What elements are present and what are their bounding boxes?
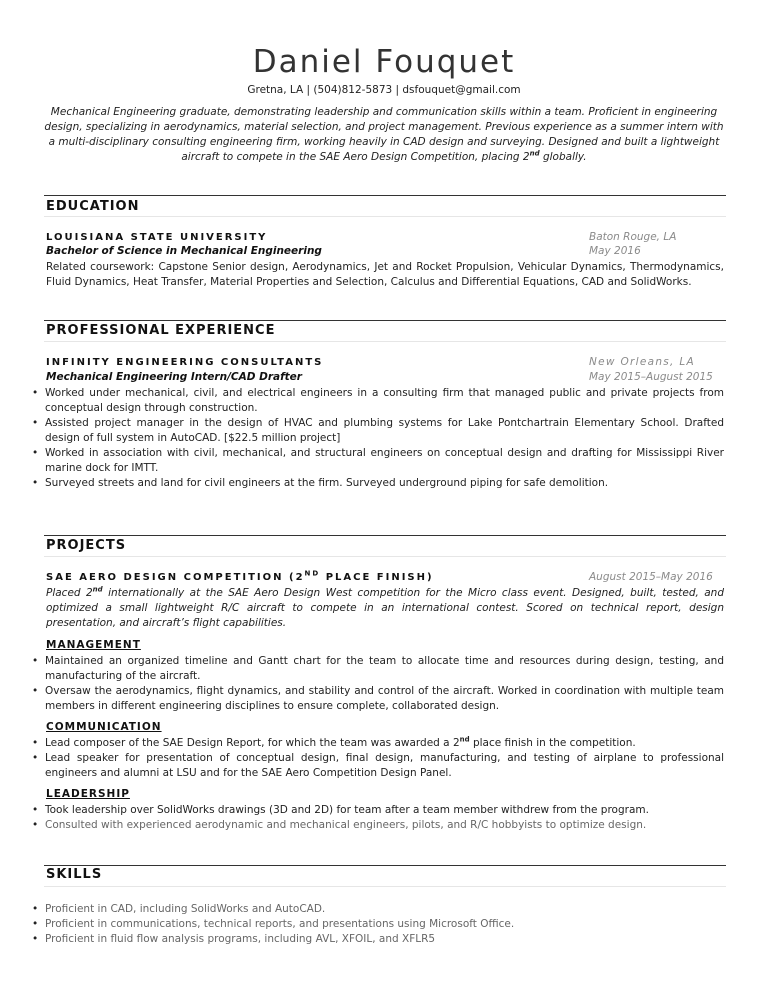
list-item: • Proficient in fluid flow analysis programs, including AVL, XFOIL, and XFLR5 [30,932,724,947]
project-description [46,586,724,631]
projects-heading: PROJECTS [46,538,127,553]
project-desc-b: internationally at the SAE Aero Design West competition for the Micro class event. Designed, built, tested, and optimized a small lightweight R/C aircraft to compete in an international contest. Scored on technical report, design presentation, and aircraft’s flight capabilities. [46,587,724,629]
summary-sup: nd [529,149,540,158]
communication-heading: COMMUNICATION [46,721,162,733]
project-name [46,569,434,583]
company-name: INFINITY ENGINEERING CONSULTANTS [46,357,324,368]
contact-info: Gretna, LA | (504)812-5873 | dsfouquet@gmail.com [247,84,521,96]
project-desc-a: Placed 2 [46,587,93,599]
project-name-sup: ND [304,569,321,578]
summary-text: Mechanical Engineering graduate, demonstrating leadership and communication skills within a team. Proficient in engineering design, specializing in aerodynamics, material selection, and project management. Previous experience as a summer intern with a multi-disciplinary consulting engineering firm, working heavily in CAD design and surveying. Designed and built a lightweight aircraft to compete in the SAE Aero Design Competition, placing 2 [44,106,724,163]
list-item [30,736,724,751]
company-location: New Orleans, LA [589,356,695,368]
projects-divider [44,535,726,536]
experience-heading: PROFESSIONAL EXPERIENCE [46,323,276,338]
management-bullets [30,654,724,714]
skills-bullets [30,902,724,947]
skills-divider [44,865,726,866]
projects-underline [44,556,726,557]
project-desc-sup: nd [92,585,103,594]
education-divider [44,195,726,196]
list-item: • Lead speaker for presentation of conceptual design, final design, manufacturing, and testing of airplane to professional engineers and alumni at LSU and for the SAE Aero Competition Design Panel. [30,751,724,781]
education-heading: EDUCATION [46,199,140,214]
list-item: • Surveyed streets and land for civil engineers at the firm. Surveyed underground piping for safe demolition. [30,476,724,491]
school-name: LOUISIANA STATE UNIVERSITY [46,232,268,243]
management-heading: MANAGEMENT [46,639,141,651]
coursework: Related coursework: Capstone Senior design, Aerodynamics, Jet and Rocket Propulsion, Vehicular Dynamics, Thermodynamics, Fluid Dynamics, Heat Transfer, Material Properties and Selection, Calculus and Differential Equations, CAD and SolidWorks. [46,261,724,288]
leadership-heading: LEADERSHIP [46,788,130,800]
list-item: • Worked under mechanical, civil, and electrical engineers in a consulting firm that managed public and private projects from conceptual design through construction. [30,386,724,416]
list-item: • Proficient in CAD, including SolidWorks and AutoCAD. [30,902,724,917]
experience-divider [44,320,726,321]
list-item: • Assisted project manager in the design of HVAC and plumbing systems for Lake Pontchartrain Elementary School. Drafted design of full system in AutoCAD. [$22.5 million project] [30,416,724,446]
job-dates: May 2015–August 2015 [589,371,713,383]
experience-underline [44,341,726,342]
list-item: • Worked in association with civil, mechanical, and structural engineers on conceptual design and drafting for Mississippi River marine dock for IMTT. [30,446,724,476]
project-dates: August 2015–May 2016 [589,571,713,583]
communication-bullet-sup: nd [459,735,470,744]
list-item: • Oversaw the aerodynamics, flight dynamics, and stability and control of the aircraft. Worked in coordination with multiple team members in different engineering disciplines to ensure complete, collaborated design. [30,684,724,714]
list-item: • Took leadership over SolidWorks drawings (3D and 2D) for team after a team member withdrew from the program. [30,803,724,818]
degree-date: May 2016 [589,245,641,257]
experience-bullets [30,386,724,491]
list-item: • Consulted with experienced aerodynamic and mechanical engineers, pilots, and R/C hobbyists to optimize design. [30,818,724,833]
project-name-a: SAE AERO DESIGN COMPETITION (2 [46,572,305,583]
skills-underline [44,886,726,887]
project-name-b: PLACE FINISH) [320,572,434,583]
candidate-name: Daniel Fouquet [252,44,516,80]
school-location: Baton Rouge, LA [589,231,677,243]
degree: Bachelor of Science in Mechanical Engineering [46,245,322,257]
education-underline [44,216,726,217]
list-item: • Maintained an organized timeline and Gantt chart for the team to allocate time and resources during design, testing, and manufacturing of the aircraft. [30,654,724,684]
summary [44,105,724,165]
summary-end: globally. [539,151,587,163]
communication-bullet-b: place finish in the competition. [469,737,636,749]
list-item: • Proficient in communications, technical reports, and presentations using Microsoft Office. [30,917,724,932]
skills-heading: SKILLS [46,867,103,882]
leadership-bullets [30,803,724,833]
job-role: Mechanical Engineering Intern/CAD Drafter [46,371,302,383]
communication-bullet-a: Lead composer of the SAE Design Report, for which the team was awarded a 2 [45,737,460,749]
communication-bullets [30,736,724,781]
